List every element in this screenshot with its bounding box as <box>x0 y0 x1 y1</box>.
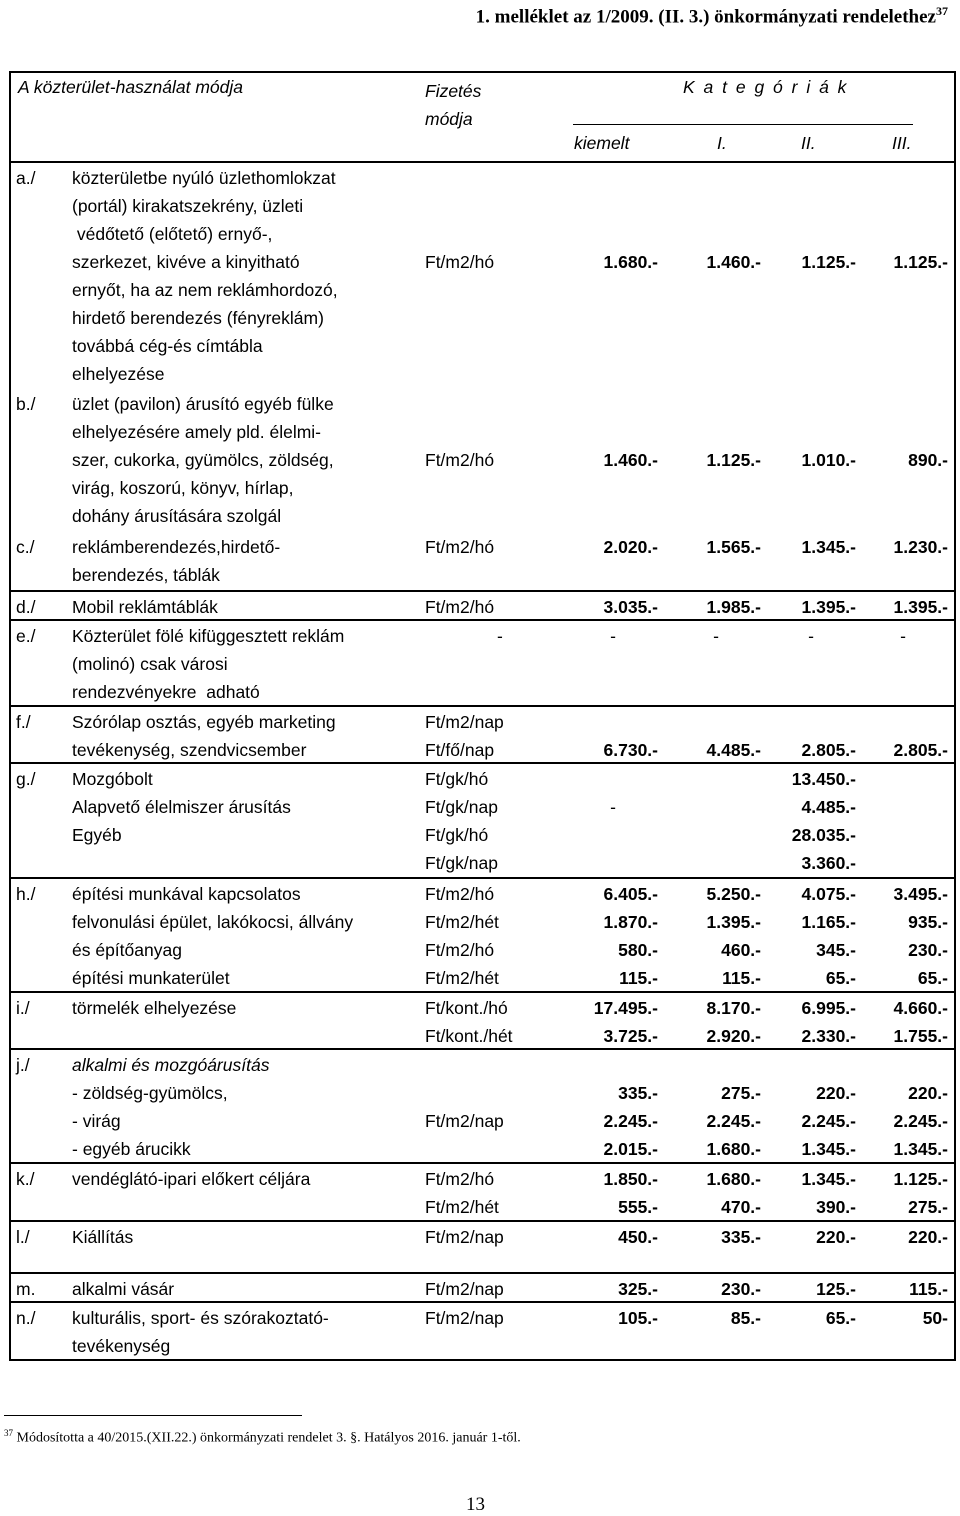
row-unit: Ft/kont./hó Ft/kont./hét <box>425 998 513 1046</box>
table-row <box>11 389 954 532</box>
row-label: l./ <box>16 1227 30 1247</box>
footnote: $^{37}$ Módosította a 40/2015.(XII.22.) önkormányzati rendelet 3. §. Hatályos 2016. január 1-től. <box>4 1428 521 1446</box>
value-cell-cat1: 1.565.- <box>706 537 761 557</box>
row-label: e./ <box>16 626 36 646</box>
value-cell-kiemelt: 1.460.- <box>603 450 658 470</box>
table-body <box>11 163 954 1359</box>
row-description: reklámberendezés,hirdető- berendezés, táblák <box>72 537 281 585</box>
row-label: b./ <box>16 394 36 414</box>
row-description: Kiállítás <box>72 1227 134 1247</box>
table-row <box>11 1220 954 1272</box>
value-cell-cat1: 85.- <box>730 1308 761 1328</box>
value-cell-cat3: 890.- <box>908 450 948 470</box>
row-unit: Ft/m2/nap <box>425 1111 504 1131</box>
table-row <box>11 1272 954 1301</box>
value-cell-cat2: 125.- <box>816 1279 856 1299</box>
value-cell-cat3: 115.- <box>909 1279 948 1299</box>
value-cell-cat3: 1.395.- <box>893 597 948 617</box>
row-description: alkalmi vásár <box>72 1279 175 1299</box>
value-cell-cat1: 1.985.- <box>706 597 761 617</box>
value-cell-kiemelt: 335.- 2.245.- 2.015.- <box>603 1083 658 1159</box>
table-row <box>11 705 954 762</box>
value-cell-cat1: 8.170.- 2.920.- <box>706 998 761 1046</box>
row-description: alkalmi és mozgóárusítás - zöldség-gyümölcs, - virág - egyéb árucikk <box>72 1055 270 1159</box>
value-cell-cat2: 1.395.- <box>801 597 856 617</box>
row-label: h./ <box>16 884 36 904</box>
row-description: építési munkával kapcsolatos felvonulási épület, lakókocsi, állvány és építőanyag építési munkaterület <box>72 884 354 988</box>
value-cell-cat2: 1.125.- <box>801 252 856 272</box>
value-cell-cat3: 3.495.- 935.- 230.- 65.- <box>893 884 948 988</box>
footnote-divider <box>4 1415 302 1416</box>
row-unit: Ft/m2/hó <box>425 597 495 617</box>
value-cell-kiemelt: - <box>610 626 616 646</box>
row-unit: Ft/m2/nap <box>425 1308 504 1328</box>
header-cat-kiemelt: kiemelt <box>574 133 630 153</box>
value-cell-cat2: 13.450.- 4.485.- 28.035.- 3.360.- <box>791 769 856 873</box>
value-cell-kiemelt: 105.- <box>618 1308 658 1328</box>
value-cell-cat3: 220.- <box>908 1227 948 1247</box>
row-label: c./ <box>16 537 35 557</box>
table-row <box>11 762 954 877</box>
row-unit: Ft/m2/hó <box>425 450 495 470</box>
row-description: Mozgóbolt Alapvető élelmiszer árusítás Egyéb <box>72 769 291 845</box>
value-cell-cat2: 4.075.- 1.165.- 345.- 65.- <box>801 884 856 988</box>
fee-table <box>9 71 956 1361</box>
table-row <box>11 991 954 1048</box>
header-method: A közterület-használat módja <box>18 77 244 97</box>
row-description: üzlet (pavilon) árusító egyéb fülke elhelyezésére amely pld. élelmi- szer, cukorka, gyümölcs, zöldség, virág, koszorú, könyv, hírlap, dohány árusítására szolgál <box>72 394 334 526</box>
value-cell-cat3: 2.805.- <box>893 740 948 760</box>
row-label: a./ <box>16 168 36 188</box>
table-row <box>11 1301 954 1359</box>
value-cell-cat3: - <box>900 626 906 646</box>
table-row <box>11 619 954 705</box>
row-unit: Ft/m2/hó Ft/m2/hét <box>425 1169 499 1217</box>
row-unit: Ft/m2/hó <box>425 252 495 272</box>
row-label: g./ <box>16 769 36 789</box>
row-description: Közterület fölé kifüggesztett reklám (molinó) csak városi rendezvényekre adható <box>72 626 345 702</box>
row-label: m. <box>16 1279 36 1299</box>
value-cell-cat2: 2.805.- <box>801 740 856 760</box>
value-cell-cat1: 1.680.- 470.- <box>706 1169 761 1217</box>
value-cell-cat1: 5.250.- 1.395.- 460.- 115.- <box>706 884 761 988</box>
table-header <box>11 73 954 163</box>
row-unit: Ft/m2/nap Ft/fő/nap <box>425 712 504 760</box>
row-description: Mobil reklámtáblák <box>72 597 218 617</box>
value-cell-cat1: 1.125.- <box>706 450 761 470</box>
value-cell-cat2: 220.- <box>816 1227 856 1247</box>
value-cell-cat2: 1.345.- 390.- <box>801 1169 856 1217</box>
value-cell-kiemelt: 1.850.- 555.- <box>603 1169 658 1217</box>
value-cell-kiemelt: 450.- <box>618 1227 658 1247</box>
value-cell-kiemelt: 3.035.- <box>603 597 658 617</box>
value-cell-cat2: 6.995.- 2.330.- <box>801 998 856 1046</box>
value-cell-cat3: 1.125.- 275.- <box>893 1169 948 1217</box>
row-unit: Ft/m2/hó Ft/m2/hét Ft/m2/hó Ft/m2/hét <box>425 884 499 988</box>
value-cell-kiemelt: 1.680.- <box>603 252 658 272</box>
header-cat-3: III. <box>892 133 912 153</box>
footnote-ref: 37 <box>936 4 948 18</box>
table-row <box>11 877 954 991</box>
table-row <box>11 590 954 619</box>
row-description: törmelék elhelyezése <box>72 998 237 1018</box>
table-row <box>11 1162 954 1220</box>
header-divider <box>573 124 913 125</box>
row-unit: Ft/gk/hó Ft/gk/nap Ft/gk/hó Ft/gk/nap <box>425 769 498 873</box>
value-cell-cat3: 4.660.- 1.755.- <box>893 998 948 1046</box>
row-unit: Ft/m2/nap <box>425 1279 504 1299</box>
value-cell-cat1: 335.- <box>721 1227 761 1247</box>
value-cell-cat3: 1.125.- <box>893 252 948 272</box>
value-cell-cat2: 65.- <box>825 1308 856 1328</box>
value-cell-cat2: 220.- 2.245.- 1.345.- <box>801 1083 856 1159</box>
row-unit: Ft/m2/nap <box>425 1227 504 1247</box>
row-label: n./ <box>16 1308 36 1328</box>
table-row <box>11 1048 954 1162</box>
row-unit: Ft/m2/hó <box>425 537 495 557</box>
table-row <box>11 532 954 590</box>
row-label: f./ <box>16 712 31 732</box>
value-cell-kiemelt: 325.- <box>618 1279 658 1299</box>
row-description: közterületbe nyúló üzlethomlokzat (portál) kirakatszekrény, üzleti védőtető (előtető) ernyő-, szerkezet, kivéve a kinyitható ernyőt, ha az nem reklámhordozó, hirdető berendezés (fényreklám) továbbá cég-és címtábla elhelyezése <box>72 168 338 384</box>
value-cell-kiemelt: 2.020.- <box>603 537 658 557</box>
value-cell-kiemelt: 6.405.- 1.870.- 580.- 115.- <box>603 884 658 988</box>
value-cell-cat2: 1.345.- <box>801 537 856 557</box>
value-cell-kiemelt: 6.730.- <box>603 740 658 760</box>
row-unit: - <box>497 626 503 646</box>
value-cell-cat2: 1.010.- <box>801 450 856 470</box>
value-cell-cat3: 50- <box>922 1308 948 1328</box>
row-label: i./ <box>16 998 30 1018</box>
page-number: 13 <box>466 1494 485 1515</box>
value-cell-cat1: 4.485.- <box>706 740 761 760</box>
row-label: d./ <box>16 597 36 617</box>
row-description: Szórólap osztás, egyéb marketing tevékenység, szendvicsember <box>72 712 336 760</box>
page-title: 1. melléklet az 1/2009. (II. 3.) önkormányzati rendelethez$^{37}$ <box>475 4 948 28</box>
header-cat-2: II. <box>801 133 816 153</box>
table-row <box>11 163 954 389</box>
value-cell-cat3: 220.- 2.245.- 1.345.- <box>893 1083 948 1159</box>
value-cell-cat3: 1.230.- <box>893 537 948 557</box>
header-payment: Fizetés módja <box>425 81 482 129</box>
value-cell-cat1: 275.- 2.245.- 1.680.- <box>706 1083 761 1159</box>
value-cell-cat2: - <box>808 626 814 646</box>
row-label: j./ <box>16 1055 30 1075</box>
value-cell-cat1: - <box>713 626 719 646</box>
value-cell-cat1: 1.460.- <box>706 252 761 272</box>
row-label: k./ <box>16 1169 35 1189</box>
row-description: vendéglátó-ipari előkert céljára <box>72 1169 311 1189</box>
row-description: kulturális, sport- és szórakoztató- tevékenység <box>72 1308 329 1356</box>
value-cell-cat1: 230.- <box>721 1279 761 1299</box>
value-cell-kiemelt: 17.495.- 3.725.- <box>593 998 658 1046</box>
header-categories: K a t e g ó r i á k <box>683 77 849 97</box>
value-cell-kiemelt: - <box>610 797 616 817</box>
header-cat-1: I. <box>717 133 727 153</box>
